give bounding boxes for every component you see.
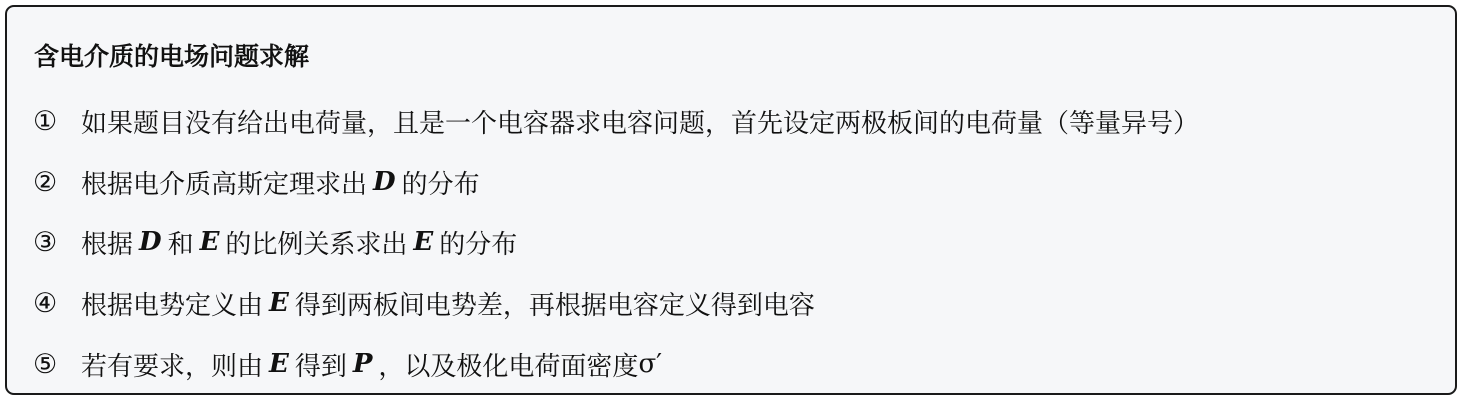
vector-e-symbol: E bbox=[199, 227, 220, 257]
step-1-text: 如果题目没有给出电荷量，且是一个电容器求电容问题，首先设定两极板间的电荷量（等量异号） bbox=[81, 108, 1200, 139]
step-5-marker: ⑤ bbox=[33, 348, 58, 380]
vector-e-symbol: E bbox=[413, 227, 434, 257]
step-3-text-b: 和 bbox=[167, 229, 194, 260]
vector-d-symbol: D bbox=[139, 227, 162, 257]
step-1-marker: ① bbox=[33, 105, 58, 137]
step-5 bbox=[33, 346, 662, 382]
step-5-text-a: 若有要求，则由 bbox=[81, 351, 264, 382]
step-5-text-b: 得到 bbox=[294, 351, 347, 382]
step-2-text-b: 的分布 bbox=[401, 169, 480, 200]
step-4 bbox=[33, 285, 815, 321]
sigma-prime-symbol: σ′ bbox=[638, 349, 663, 379]
vector-d-symbol: D bbox=[373, 167, 396, 197]
step-2-marker: ② bbox=[33, 166, 58, 198]
step-3 bbox=[33, 224, 517, 260]
step-2 bbox=[33, 164, 480, 200]
vector-e-symbol: E bbox=[269, 288, 289, 318]
box-title: 含电介质的电场问题求解 bbox=[34, 42, 310, 71]
step-5-text-c: ，以及极化电荷面密度 bbox=[378, 351, 639, 382]
step-4-marker: ④ bbox=[33, 287, 58, 319]
step-3-marker: ③ bbox=[33, 226, 58, 258]
vector-e-symbol: E bbox=[269, 349, 289, 379]
vector-p-symbol: P bbox=[352, 349, 373, 379]
step-3-text-c: 的比例关系求出 bbox=[225, 229, 408, 260]
step-2-text-a: 根据电介质高斯定理求出 bbox=[81, 169, 368, 200]
step-3-text-d: 的分布 bbox=[439, 229, 518, 260]
summary-box bbox=[5, 5, 1457, 395]
step-1 bbox=[33, 103, 1199, 139]
step-3-text-a: 根据 bbox=[81, 229, 134, 260]
step-4-text-b: 得到两板间电势差，再根据电容定义得到电容 bbox=[294, 290, 815, 321]
step-4-text-a: 根据电势定义由 bbox=[81, 290, 264, 321]
